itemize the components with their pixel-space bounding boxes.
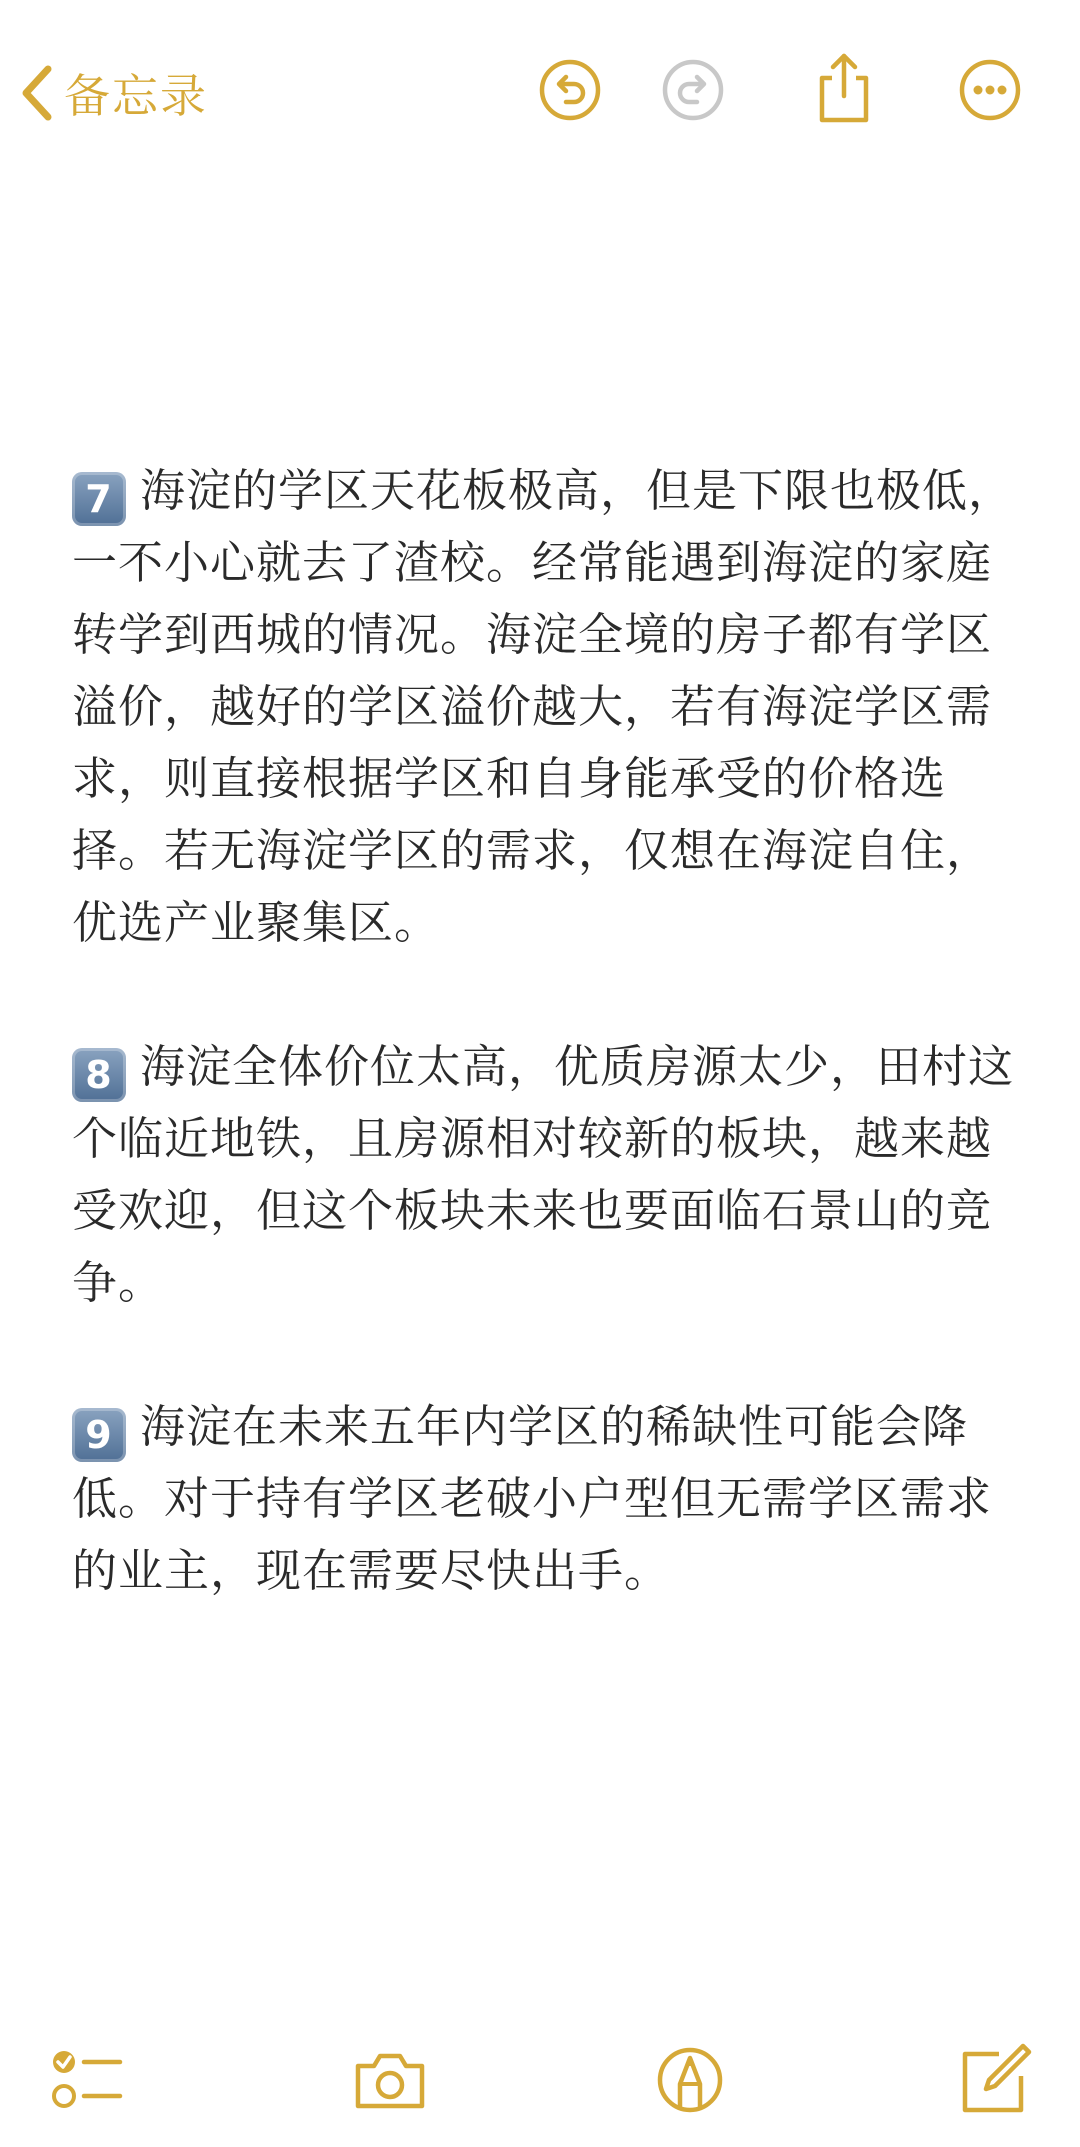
compose-icon [955,2040,1035,2120]
compose-button[interactable] [955,2040,1035,2120]
redo-button[interactable] [661,58,725,122]
back-button[interactable] [20,58,208,128]
navigation-bar [0,0,1080,200]
redo-icon [661,58,725,122]
note-body[interactable] [72,455,1032,1679]
back-label: 备忘录 [64,69,208,123]
share-button[interactable] [812,52,876,124]
chevron-left-icon [20,65,54,121]
markup-button[interactable] [650,2040,730,2120]
share-icon [812,52,876,124]
keycap-8-emoji: 8 [72,1048,126,1102]
undo-button[interactable] [538,58,602,122]
paragraph-text: 海淀全体价位太高，优质房源太少，田村这个临近地铁，且房源相对较新的板块，越来越受欢迎，但这个板块未来也要面临石景山的竞争。 [72,1040,1015,1309]
paragraph-text: 海淀的学区天花板极高，但是下限也极低，一不小心就去了渣校。经常能遇到海淀的家庭转学到西城的情况。海淀全境的房子都有学区溢价，越好的学区溢价越大，若有海淀学区需求，则直接根据学区和自身能承受的价格选择。若无海淀学区的需求，仅想在海淀自住，优选产业聚集区。 [72,464,1015,949]
checklist-icon [48,2040,128,2120]
keycap-9-emoji: 9 [72,1408,126,1462]
checklist-button[interactable] [48,2040,128,2120]
camera-button[interactable] [350,2040,430,2120]
camera-icon [350,2040,430,2120]
bottom-toolbar [0,2030,1080,2130]
paragraph-text: 海淀在未来五年内学区的稀缺性可能会降低。对于持有学区老破小户型但无需学区需求的业主，现在需要尽快出手。 [72,1400,993,1597]
note-paragraph [72,1391,1032,1607]
undo-icon [538,58,602,122]
markup-pen-icon [650,2040,730,2120]
note-paragraph [72,455,1032,959]
note-paragraph [72,1031,1032,1319]
more-button[interactable] [958,58,1022,122]
keycap-7-emoji: 7 [72,472,126,526]
more-icon [958,58,1022,122]
